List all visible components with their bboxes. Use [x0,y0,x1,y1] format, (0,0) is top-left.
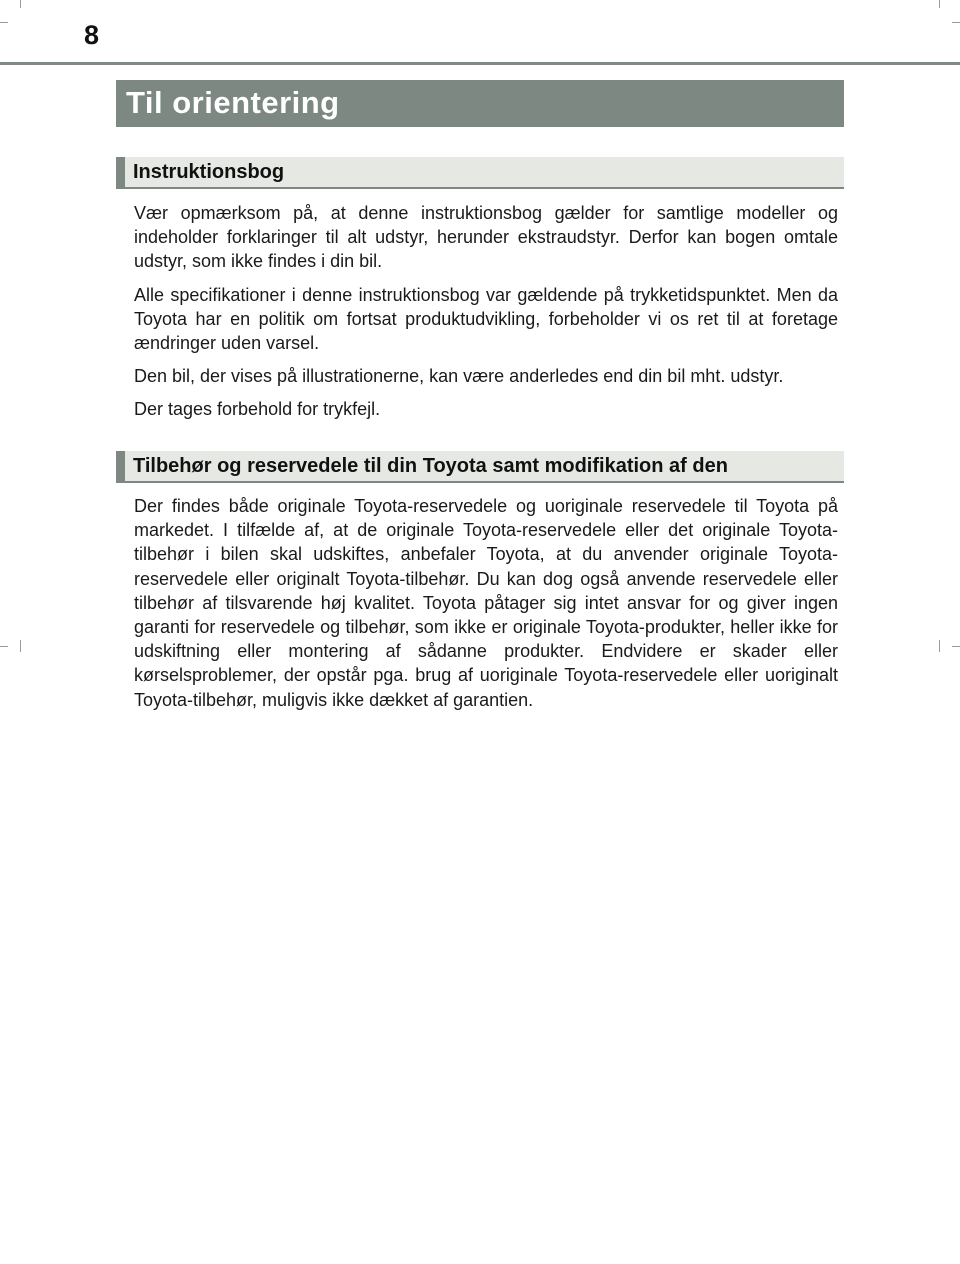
crop-mark-top-left-v [20,0,21,8]
section-accent [116,157,125,187]
crop-mark-top-left [0,22,8,23]
paragraph: Der findes både originale Toyota-reservedele og uoriginale reservedele til Toyota på markedet. I tilfælde af, at de originale Toyota-reservedele eller det originale Toyota-tilbehør i bilen skal udskiftes, anbefaler Toyota, at du anvender originale Toyota-reservedele eller originalt Toyota-tilbehør. Du kan dog også anvende reservedele eller tilbehør af tilsvarende høj kvalitet. Toyota påtager sig intet ansvar for og giver ingen garanti for reservedele og tilbehør, som ikke er originale Toyota-produkter, heller ikke for udskiftning eller montering af sådanne produkter. Endvidere er skader eller kørselsproblemer, der opstår pga. brug af uoriginale Toyota-reservedele eller uoriginalt Toyota-tilbehør, muligvis ikke dækket af garantien. [134,496,838,710]
crop-mark-top-right-v [939,0,940,8]
section-heading-bar-instruktionsbog [116,157,844,189]
header-rule [0,62,960,65]
crop-mark-mid-left [0,646,8,647]
crop-mark-mid-right [952,646,960,647]
section-heading-bar-tilbehor [116,451,844,483]
crop-mark-mid-right-v [939,640,940,652]
section-accent [116,451,125,481]
section-body-instruktionsbog [134,201,838,431]
chapter-title: Til orientering [126,85,340,120]
section-body-tilbehor [134,494,838,721]
chapter-title-bar [116,80,844,127]
crop-mark-top-right [952,22,960,23]
paragraph: Vær opmærksom på, at denne instruktionsbog gælder for samtlige modeller og indeholder forklaringer til alt udstyr, herunder ekstraudstyr. Derfor kan bogen omtale udstyr, som ikke findes i din bil. [134,203,838,272]
section-heading: Tilbehør og reservedele til din Toyota samt modifikation af den [133,455,728,477]
paragraph: Den bil, der vises på illustrationerne, kan være anderledes end din bil mht. udstyr. [134,366,784,387]
page-number: 8 [84,20,100,50]
section-heading: Instruktionsbog [133,161,285,183]
crop-mark-mid-left-v [20,640,21,652]
paragraph: Der tages forbehold for trykfejl. [134,399,381,420]
paragraph: Alle specifikationer i denne instruktionsbog var gældende på trykketidspunktet. Men da Toyota har en politik om fortsat produktudvikling, forbeholder vi os ret til at foretage ændringer uden varsel. [134,284,838,354]
